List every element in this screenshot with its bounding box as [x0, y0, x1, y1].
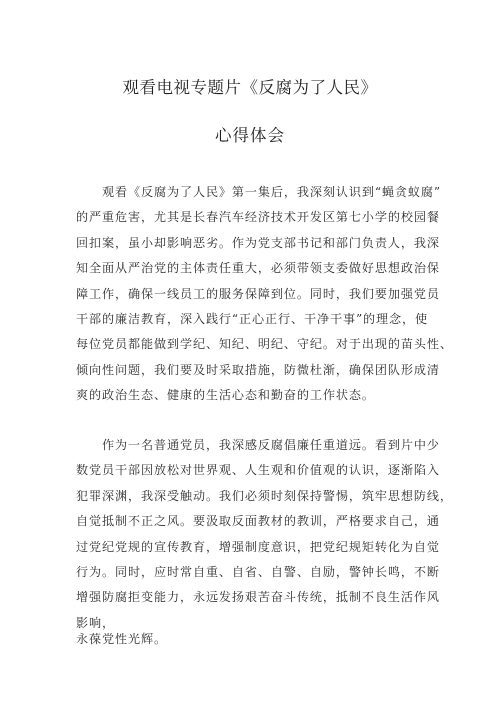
document-title: 观看电视专题片《反腐为了人民》: [122, 78, 378, 97]
paragraph-line: 倾向性问题，我们要及时采取措施，防微杜渐，确保团队形成清: [76, 362, 440, 377]
document-subtitle: 心得体会: [215, 126, 285, 145]
paragraph-line: 知全面从严治党的主体责任重大，必须带领支委做好思想政治保: [76, 261, 440, 276]
paragraph-2: [76, 433, 453, 636]
paragraph-3: [76, 627, 438, 652]
paragraph-line: 作为一名普通党员，我深感反腐倡廉任重道远。看到片中少: [76, 438, 440, 452]
paragraph-line: 犯罪深渊，我深受触动。我们必须时刻保持警惕，筑牢思想防线，: [76, 488, 453, 503]
paragraph-line: 爽的政治生态、健康的生活心态和勤奋的工作状态。: [76, 388, 375, 403]
paragraph-line: 增强防腐拒变能力，永远发扬艰苦奋斗传统，抵制不良生活作风: [76, 590, 440, 605]
paragraph-1: [76, 180, 453, 409]
paragraph-line: 数党员干部因放松对世界观、人生观和价值观的认识，逐渐陷入: [76, 463, 440, 478]
paragraph-line: 影响，: [76, 615, 115, 630]
paragraph-line: 的严重危害，尤其是长春汽车经济技术开发区第七小学的校园餐: [76, 210, 440, 225]
paragraph-line: 回扣案，虽小却影响恶劣。作为党支部书记和部门负责人，我深: [76, 235, 440, 250]
paragraph-line: 自觉抵制不正之风。要汲取反面教材的教训，严格要求自己，通: [76, 514, 440, 529]
paragraph-line: 观看《反腐为了人民》第一集后，我深刻认识到“蝇贪蚁腐”: [76, 185, 441, 199]
paragraph-line: 障工作，确保一线员工的服务保障到位。同时，我们要加强党员: [76, 286, 440, 301]
paragraph-line: 过党纪党规的宣传教育，增强制度意识，把党纪规矩转化为自觉: [76, 539, 440, 554]
paragraph-line: 每位党员都能做到学纪、知纪、明纪、守纪。对于出现的苗头性、: [76, 337, 453, 352]
paragraph-line: 行为。同时，应时常自重、自省、自警、自励，警钟长鸣，不断: [76, 564, 440, 579]
paragraph-line: 永葆党性光辉。: [76, 632, 167, 646]
paragraph-line: 干部的廉洁教育，深入践行“正心正行、干净干事”的理念，使: [76, 311, 429, 326]
